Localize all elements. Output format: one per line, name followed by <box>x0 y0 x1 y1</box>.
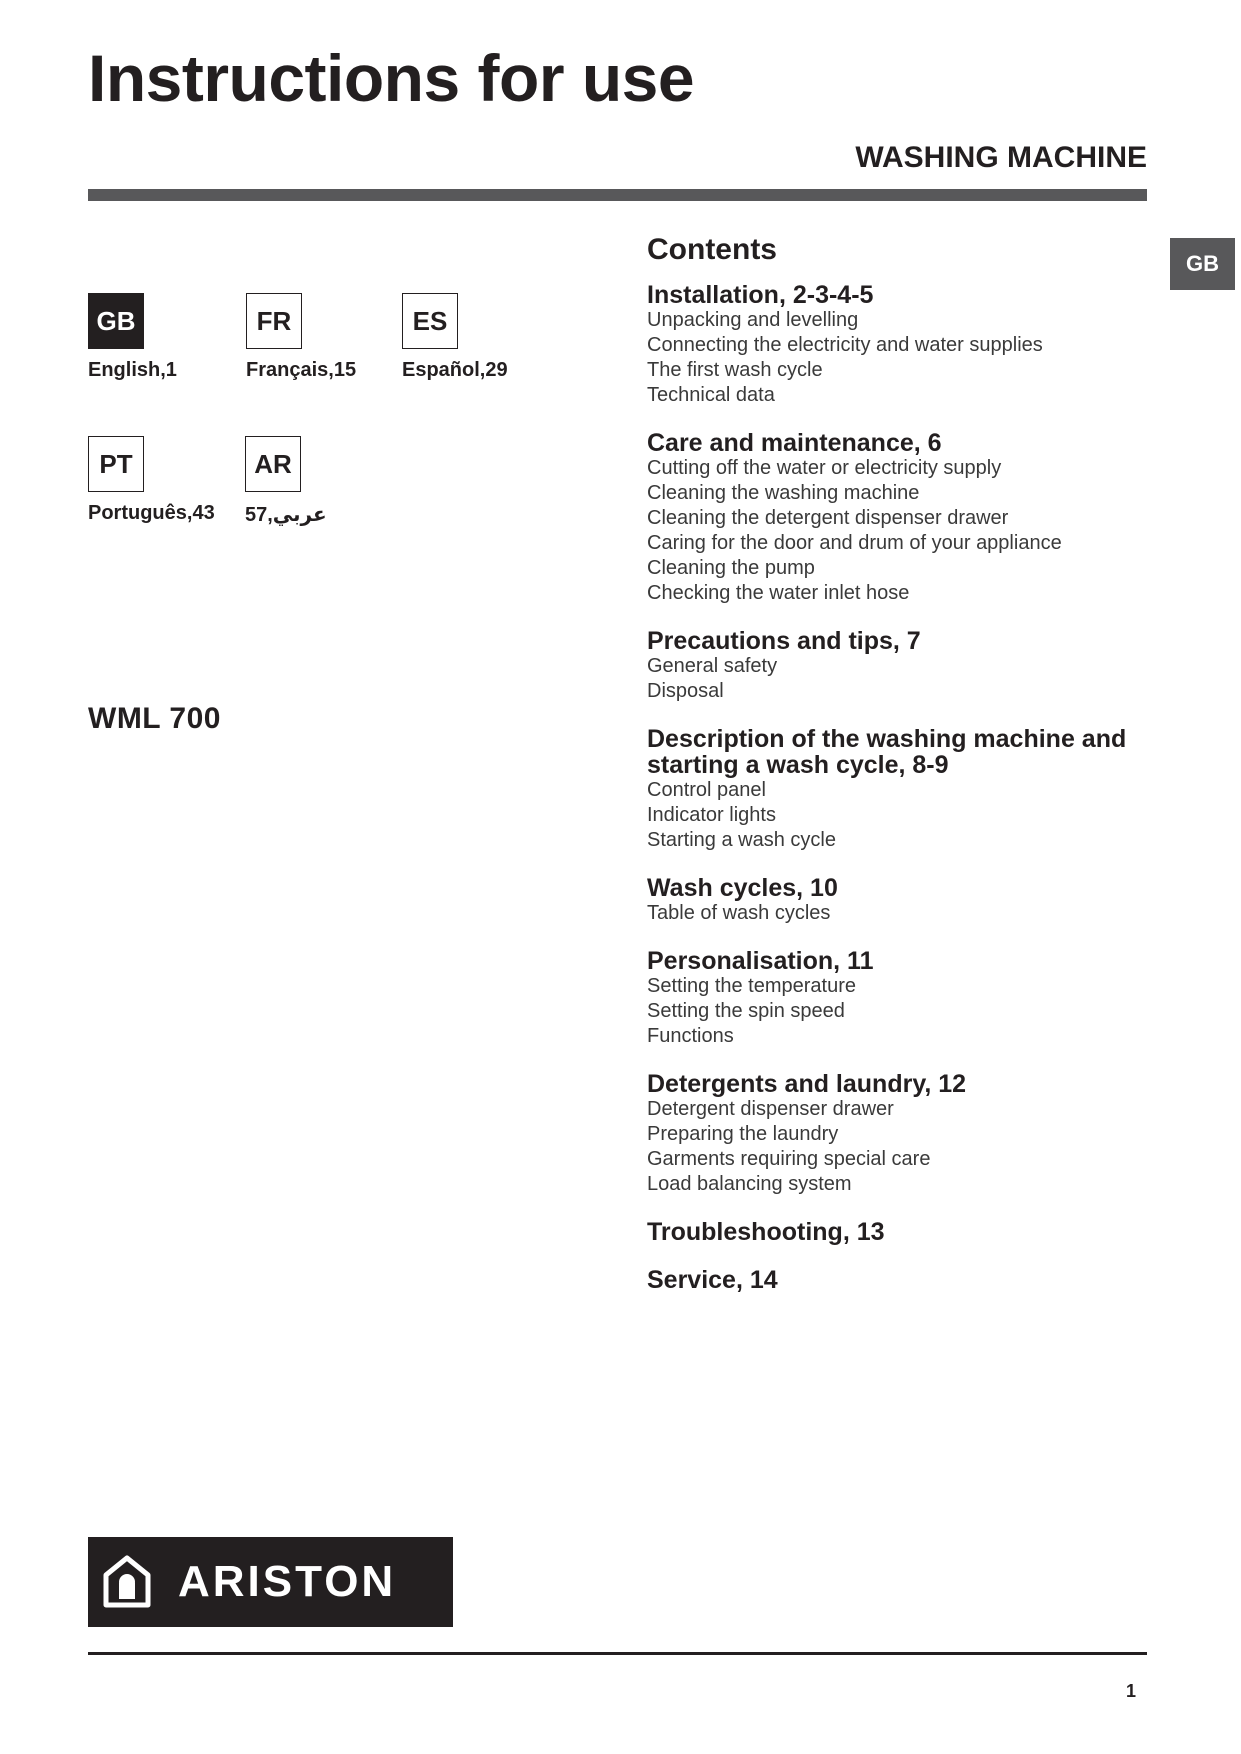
section-item: Cleaning the detergent dispenser drawer <box>647 507 1009 529</box>
language-code-box: ES <box>402 293 458 349</box>
section-item: Checking the water inlet hose <box>647 582 910 604</box>
section-item: Detergent dispenser drawer <box>647 1098 894 1120</box>
section-item: Unpacking and levelling <box>647 309 859 331</box>
contents-section <box>647 948 1207 1049</box>
section-heading: Installation, 2-3-4-5 <box>647 281 874 309</box>
contents-section <box>647 1267 1207 1293</box>
table-of-contents <box>647 232 1207 1315</box>
contents-section <box>647 1071 1207 1197</box>
language-side-tab: GB <box>1170 238 1235 290</box>
language-label: Español,29 <box>402 359 508 381</box>
section-item: Cutting off the water or electricity supply <box>647 457 1002 479</box>
page-title: Instructions for use <box>88 41 695 115</box>
language-es[interactable] <box>402 293 602 382</box>
section-item: Setting the spin speed <box>647 1000 845 1022</box>
contents-section <box>647 726 1207 853</box>
section-heading: Care and maintenance, 6 <box>647 429 942 457</box>
section-item: Load balancing system <box>647 1173 852 1195</box>
language-code-box: FR <box>246 293 302 349</box>
brand-name: ARISTON <box>178 1557 397 1606</box>
footer-rule <box>88 1652 1147 1655</box>
section-item: Technical data <box>647 384 775 406</box>
section-item: Starting a wash cycle <box>647 829 836 851</box>
section-item: Connecting the electricity and water supplies <box>647 334 1043 356</box>
section-heading: Troubleshooting, 13 <box>647 1218 885 1246</box>
section-item: Garments requiring special care <box>647 1148 931 1170</box>
ariston-logo <box>88 1537 453 1627</box>
language-label: Português,43 <box>88 502 215 524</box>
section-item: Preparing the laundry <box>647 1123 839 1145</box>
section-item: Control panel <box>647 779 766 801</box>
section-item: Functions <box>647 1025 734 1047</box>
contents-section <box>647 282 1207 408</box>
section-heading: Precautions and tips, 7 <box>647 627 921 655</box>
section-item: Disposal <box>647 680 724 702</box>
contents-section <box>647 1219 1207 1245</box>
language-code-box: GB <box>88 293 144 349</box>
section-item: Setting the temperature <box>647 975 857 997</box>
product-type: WASHING MACHINE <box>855 141 1147 174</box>
language-label: Français,15 <box>246 359 357 381</box>
section-item: Cleaning the washing machine <box>647 482 920 504</box>
language-code-box: PT <box>88 436 144 492</box>
section-heading: Wash cycles, 10 <box>647 874 838 902</box>
language-code-box: AR <box>245 436 301 492</box>
section-heading: Description of the washing machine and starting a wash cycle, 8-9 <box>647 725 1127 779</box>
model-number: WML 700 <box>88 702 221 735</box>
contents-title: Contents <box>647 233 777 266</box>
section-heading: Detergents and laundry, 12 <box>647 1070 967 1098</box>
section-heading: Service, 14 <box>647 1266 778 1294</box>
contents-sections <box>647 282 1207 1293</box>
section-item: Table of wash cycles <box>647 902 831 924</box>
header-rule <box>88 189 1147 201</box>
section-item: The first wash cycle <box>647 359 823 381</box>
section-item: Cleaning the pump <box>647 557 815 579</box>
language-label: English,1 <box>88 359 177 381</box>
contents-section <box>647 430 1207 606</box>
section-item: Caring for the door and drum of your appliance <box>647 532 1062 554</box>
contents-section <box>647 875 1207 926</box>
section-heading: Personalisation, 11 <box>647 947 874 975</box>
contents-section <box>647 628 1207 704</box>
section-item: General safety <box>647 655 778 677</box>
section-item: Indicator lights <box>647 804 776 826</box>
house-icon <box>102 1555 152 1609</box>
page-number: 1 <box>1125 1681 1136 1701</box>
language-ar[interactable] <box>245 436 445 527</box>
language-label: عربي,57 <box>245 504 327 526</box>
